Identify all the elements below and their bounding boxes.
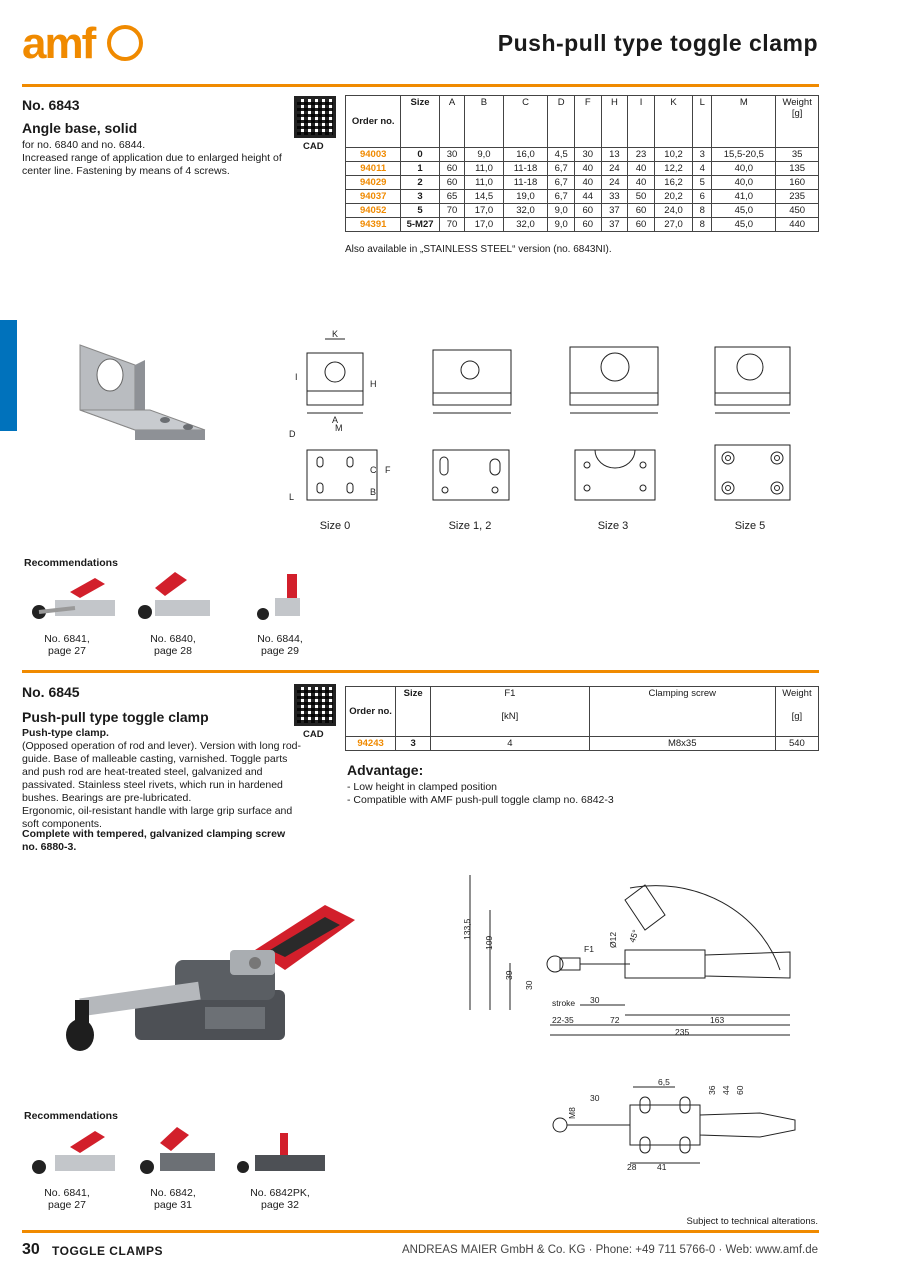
table-row — [346, 204, 819, 218]
amf-logo — [22, 19, 143, 68]
table-cell: 450 — [776, 204, 819, 218]
table-cell: 40 — [575, 176, 602, 190]
table-cell: 6,7 — [548, 162, 575, 176]
col-header: L — [693, 96, 712, 148]
dim-22-35: 22-35 — [552, 1015, 574, 1025]
dim-c-label: C — [370, 465, 377, 475]
table-row — [346, 148, 819, 162]
table-cell: 41,0 — [712, 190, 776, 204]
section1-description: for no. 6840 and no. 6844. Increased range of application due to enlarged height of center line. Fastening by means of 4 screws. — [22, 139, 282, 177]
cad-label[interactable]: CAD — [303, 141, 324, 152]
header-rule — [22, 84, 819, 87]
dim-45deg: 45° — [626, 928, 641, 944]
table-cell: 37 — [601, 218, 628, 232]
table-cell: 11-18 — [503, 176, 548, 190]
rec1-caption-6840[interactable] — [138, 633, 208, 657]
page-title: Push-pull type toggle clamp — [497, 30, 818, 56]
dim-b-label: B — [370, 487, 377, 497]
rec2-caption-6842pk[interactable] — [240, 1187, 320, 1211]
table-cell: 11,0 — [465, 176, 503, 190]
weight-unit: [g] — [791, 711, 803, 722]
rec-page: page 32 — [261, 1199, 299, 1211]
stainless-note: Also available in „STAINLESS STEEL“ version (no. 6843NI). — [345, 244, 612, 255]
table-cell: 235 — [776, 190, 819, 204]
order-no-cell[interactable]: 94052 — [346, 204, 401, 218]
table-row — [346, 176, 819, 190]
col-header: D — [548, 96, 575, 148]
spec-table-6845 — [345, 686, 819, 751]
table-cell: 60 — [439, 176, 465, 190]
table-cell: 10,2 — [654, 148, 692, 162]
col-header: I — [628, 96, 655, 148]
qr-code-icon[interactable] — [294, 684, 336, 726]
section1-title: Angle base, solid — [22, 120, 138, 136]
order-no-cell[interactable]: 94029 — [346, 176, 401, 190]
table-cell: 1 — [401, 162, 439, 176]
table-cell: 70 — [439, 218, 465, 232]
clamp-top-view-drawing — [545, 1075, 815, 1175]
table-cell: 8 — [693, 218, 712, 232]
table-cell: 9,0 — [465, 148, 503, 162]
table-row — [346, 162, 819, 176]
table-cell: 70 — [439, 204, 465, 218]
table-cell: 27,0 — [654, 218, 692, 232]
rec-no: No. 6841, — [44, 1187, 90, 1199]
dim-60: 60 — [735, 1085, 745, 1095]
rec-page: page 27 — [48, 1199, 86, 1211]
dim-i-label: I — [295, 372, 298, 382]
rec1-caption-6844[interactable] — [245, 633, 315, 657]
table-cell: 6 — [693, 190, 712, 204]
footer-rule — [22, 1230, 819, 1233]
section2-number: No. 6845 — [22, 684, 80, 700]
table-cell: 11,0 — [465, 162, 503, 176]
table-cell: 60 — [575, 218, 602, 232]
rec-no: No. 6842PK, — [250, 1187, 310, 1199]
page-number: 30 — [22, 1241, 40, 1258]
section2-bold-note: Complete with tempered, galvanized clamping screw no. 6880-3. — [22, 828, 286, 853]
table-cell: 24 — [601, 162, 628, 176]
rec-no: No. 6841, — [44, 633, 90, 645]
table-cell: 65 — [439, 190, 465, 204]
rec-page: page 27 — [48, 645, 86, 657]
section-name: TOGGLE CLAMPS — [52, 1244, 163, 1258]
rec-no: No. 6842, — [150, 1187, 196, 1199]
col-header: Order no. — [346, 687, 396, 737]
table-cell: 32,0 — [503, 204, 548, 218]
table-cell: 15,5-20,5 — [712, 148, 776, 162]
dim-39: 39 — [504, 970, 514, 980]
order-no-cell[interactable]: 94037 — [346, 190, 401, 204]
f1-cell: 4 — [431, 737, 590, 751]
col-header-f1 — [431, 687, 590, 737]
dim-30h: 30 — [590, 995, 600, 1005]
table-cell: 20,2 — [654, 190, 692, 204]
recommendations-title: Recommendations — [24, 1110, 118, 1122]
table-row — [346, 190, 819, 204]
col-header: Size — [401, 96, 439, 148]
table-cell: 5 — [401, 204, 439, 218]
dim-41: 41 — [657, 1162, 667, 1172]
table-cell: 2 — [401, 176, 439, 190]
advantage-title: Advantage: — [347, 762, 424, 778]
dim-44: 44 — [721, 1085, 731, 1095]
table-cell: 8 — [693, 204, 712, 218]
table-cell: 40,0 — [712, 162, 776, 176]
col-header: Weight [g] — [776, 96, 819, 148]
weight-label: Weight — [782, 688, 812, 699]
logo-text: amf — [22, 19, 95, 68]
table-cell: 3 — [401, 190, 439, 204]
dim-f1: F1 — [584, 944, 594, 954]
col-header: Clamping screw — [589, 687, 775, 737]
dim-133-5: 133,5 — [462, 918, 472, 940]
table-cell: 5-M27 — [401, 218, 439, 232]
weight-cell: 540 — [775, 737, 818, 751]
table-cell: 13 — [601, 148, 628, 162]
section2-subtitle: Push-type clamp. — [22, 727, 109, 739]
rec-page: page 31 — [154, 1199, 192, 1211]
dim-dia12: Ø12 — [608, 931, 618, 948]
col-header: Size — [396, 687, 431, 737]
drawing-label-size1-2: Size 1, 2 — [448, 520, 492, 532]
recommendations-title: Recommendations — [24, 557, 118, 569]
dim-l-label: L — [289, 492, 295, 502]
rec1-caption-6841[interactable] — [32, 633, 102, 657]
table-cell: 30 — [575, 148, 602, 162]
order-no-cell[interactable]: 94011 — [346, 162, 401, 176]
rec2-caption-6842[interactable] — [138, 1187, 208, 1211]
logo-mark — [107, 25, 143, 61]
table-cell: 4,5 — [548, 148, 575, 162]
table-cell: 16,0 — [503, 148, 548, 162]
rec-no: No. 6840, — [150, 633, 196, 645]
dim-d-label: D — [289, 429, 296, 439]
table-cell: 6,7 — [548, 190, 575, 204]
table-cell: 11-18 — [503, 162, 548, 176]
table-cell: 23 — [628, 148, 655, 162]
section2-title: Push-pull type toggle clamp — [22, 709, 209, 725]
rec-page: page 29 — [261, 645, 299, 657]
clamp-dimension-drawing — [460, 860, 820, 1050]
company-info: ANDREAS MAIER GmbH & Co. KG · Phone: +49 711 5766-0 · Web: www.amf.de — [402, 1244, 818, 1256]
table-cell: 40 — [628, 176, 655, 190]
table-cell: 440 — [776, 218, 819, 232]
recommendation-images — [25, 1123, 325, 1185]
col-header: F — [575, 96, 602, 148]
dim-h-label: H — [370, 379, 377, 389]
table-cell: 40 — [628, 162, 655, 176]
table-cell: 14,5 — [465, 190, 503, 204]
dim-m8: M8 — [567, 1107, 577, 1119]
table-cell: 3 — [693, 148, 712, 162]
table-cell: 37 — [601, 204, 628, 218]
dim-f-label: F — [385, 465, 391, 475]
dim-109: 109 — [484, 935, 494, 950]
col-header: H — [601, 96, 628, 148]
dim-72: 72 — [610, 1015, 620, 1025]
table-cell: 17,0 — [465, 218, 503, 232]
dim-36: 36 — [707, 1085, 717, 1095]
dim-k-label: K — [332, 329, 339, 339]
toggle-clamp-photo — [55, 895, 385, 1065]
dim-m-label: M — [335, 423, 343, 433]
table-cell: 40,0 — [712, 176, 776, 190]
table-cell: 17,0 — [465, 204, 503, 218]
subject-note: Subject to technical alterations. — [686, 1216, 818, 1227]
dim-28: 28 — [627, 1162, 637, 1172]
table-cell: 12,2 — [654, 162, 692, 176]
table-cell: 0 — [401, 148, 439, 162]
f1-label: F1 — [504, 688, 516, 699]
col-header-weight — [775, 687, 818, 737]
table-cell: 35 — [776, 148, 819, 162]
angle-base-photo — [70, 335, 210, 465]
table-cell: 24 — [601, 176, 628, 190]
table-cell: 9,0 — [548, 204, 575, 218]
table-cell: 160 — [776, 176, 819, 190]
recommendation-images — [25, 570, 325, 630]
table-cell: 5 — [693, 176, 712, 190]
section1-number: No. 6843 — [22, 97, 80, 113]
col-header: C — [503, 96, 548, 148]
screw-cell: M8x35 — [589, 737, 775, 751]
table-cell: 16,2 — [654, 176, 692, 190]
table-cell: 60 — [628, 218, 655, 232]
table-cell: 44 — [575, 190, 602, 204]
table-cell: 4 — [693, 162, 712, 176]
table-cell: 24,0 — [654, 204, 692, 218]
col-header: K — [654, 96, 692, 148]
table-cell: 45,0 — [712, 218, 776, 232]
table-cell: 33 — [601, 190, 628, 204]
table-cell: 135 — [776, 162, 819, 176]
table-cell: 50 — [628, 190, 655, 204]
drawing-label-size5: Size 5 — [734, 520, 766, 532]
advantage-item: - Low height in clamped position — [347, 781, 498, 793]
col-header: M — [712, 96, 776, 148]
f1-unit: [kN] — [501, 711, 519, 722]
rec-no: No. 6844, — [257, 633, 303, 645]
size-cell: 3 — [396, 737, 431, 751]
angle-base-drawings — [285, 325, 825, 520]
dim-6-5: 6,5 — [658, 1077, 670, 1087]
dim-a-label: A — [332, 415, 339, 425]
table-cell: 30 — [439, 148, 465, 162]
table-row — [346, 218, 819, 232]
table-cell: 40 — [575, 162, 602, 176]
dim-stroke: stroke — [552, 998, 576, 1008]
col-header: B — [465, 96, 503, 148]
table-cell: 60 — [439, 162, 465, 176]
col-header: Order no. — [346, 96, 401, 148]
advantage-item: - Compatible with AMF push-pull toggle clamp no. 6842-3 — [347, 794, 614, 806]
spec-table-6843 — [345, 95, 819, 232]
col-header: A — [439, 96, 465, 148]
section2-description: (Opposed operation of rod and lever). Version with long rod-guide. Base of malleable casting, varnished. Toggle parts and push rod are heat-treated steel, galvanized and passivated. Stainless steel rivets, which run in hardened bushes. Bearings are pre-lubricated. Ergonomic, oil-resistant handle with large grip surface and soft components. — [22, 740, 301, 830]
section-tab — [0, 320, 17, 431]
drawing-label-size0: Size 0 — [319, 520, 351, 532]
dim-163: 163 — [710, 1015, 725, 1025]
table-cell: 60 — [628, 204, 655, 218]
rec2-caption-6841[interactable] — [32, 1187, 102, 1211]
table-cell: 45,0 — [712, 204, 776, 218]
section-rule — [22, 670, 819, 673]
table-cell: 19,0 — [503, 190, 548, 204]
table-cell: 32,0 — [503, 218, 548, 232]
order-no-cell[interactable]: 94391 — [346, 218, 401, 232]
rec-page: page 28 — [154, 645, 192, 657]
dim-30v: 30 — [524, 980, 534, 990]
drawing-label-size3: Size 3 — [597, 520, 629, 532]
table-cell: 60 — [575, 204, 602, 218]
qr-code-icon[interactable] — [294, 96, 336, 138]
order-no-cell[interactable]: 94003 — [346, 148, 401, 162]
cad-label[interactable]: CAD — [303, 729, 324, 740]
dim-30top: 30 — [590, 1093, 600, 1103]
dim-235: 235 — [675, 1027, 690, 1037]
table-cell: 9,0 — [548, 218, 575, 232]
table-cell: 6,7 — [548, 176, 575, 190]
order-no-cell[interactable]: 94243 — [346, 737, 396, 751]
